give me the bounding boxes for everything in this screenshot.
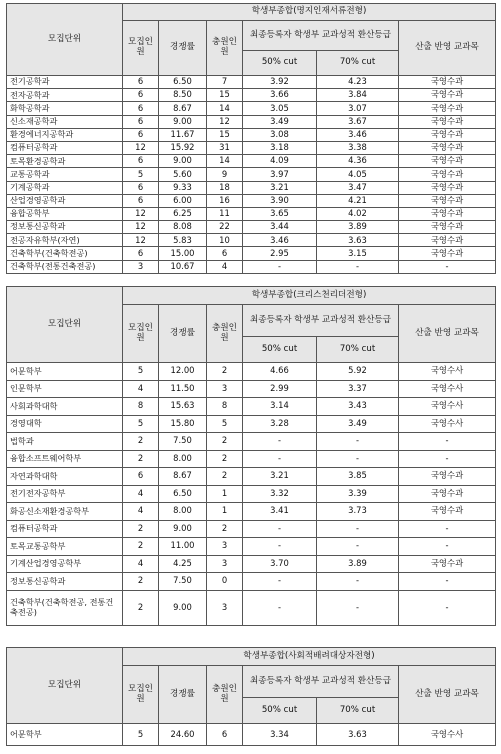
header-subjects: 산출 반영 교과목: [399, 21, 496, 76]
table-row: [7, 168, 496, 181]
header-competition: 경쟁률: [159, 21, 207, 76]
subjects-cell: -: [399, 520, 496, 538]
recruit-cell: 5: [123, 363, 159, 381]
section-christian-leader: [6, 286, 495, 626]
cut70-cell: 3.37: [317, 380, 399, 398]
unit-cell: 건축학부(건축학전공, 전통건축전공): [7, 590, 123, 625]
competition-cell: 9.00: [159, 115, 207, 128]
recruit-cell: 2: [123, 590, 159, 625]
subjects-cell: -: [399, 538, 496, 556]
extra-cell: 2: [207, 433, 243, 451]
recruit-cell: 6: [123, 102, 159, 115]
cut50-cell: 3.28: [243, 415, 317, 433]
header-competition: 경쟁률: [159, 305, 207, 363]
recruit-cell: 8: [123, 398, 159, 416]
unit-cell: 법학과: [7, 433, 123, 451]
extra-cell: 5: [207, 415, 243, 433]
header-extra: 충원인원: [207, 666, 243, 724]
extra-cell: 11: [207, 207, 243, 220]
extra-cell: 22: [207, 221, 243, 234]
extra-cell: 14: [207, 155, 243, 168]
unit-cell: 토목환경공학과: [7, 155, 123, 168]
competition-cell: 5.83: [159, 234, 207, 247]
extra-cell: 2: [207, 363, 243, 381]
extra-cell: 1: [207, 485, 243, 503]
subjects-cell: -: [399, 260, 496, 273]
competition-cell: 24.60: [159, 724, 207, 746]
cut70-cell: 3.38: [317, 141, 399, 154]
cut50-cell: 3.65: [243, 207, 317, 220]
cut70-cell: -: [317, 260, 399, 273]
section-title: 학생부종합(명지인재서류전형): [123, 4, 496, 21]
competition-cell: 10.67: [159, 260, 207, 273]
cut50-cell: -: [243, 433, 317, 451]
cut50-cell: 3.34: [243, 724, 317, 746]
extra-cell: 2: [207, 520, 243, 538]
unit-cell: 인문학부: [7, 380, 123, 398]
recruit-cell: 2: [123, 573, 159, 591]
unit-cell: 융합소프트웨어학부: [7, 450, 123, 468]
table-row: [7, 207, 496, 220]
recruit-cell: 12: [123, 207, 159, 220]
admission-table: [6, 286, 496, 626]
competition-cell: 8.67: [159, 468, 207, 486]
cut70-cell: 3.43: [317, 398, 399, 416]
unit-cell: 건축학부(건축학전공): [7, 247, 123, 260]
cut50-cell: -: [243, 450, 317, 468]
admission-table: [6, 3, 496, 274]
cut50-cell: 3.92: [243, 76, 317, 89]
extra-cell: 2: [207, 450, 243, 468]
recruit-cell: 6: [123, 468, 159, 486]
subjects-cell: 국영수과: [399, 207, 496, 220]
recruit-cell: 5: [123, 168, 159, 181]
unit-cell: 전기전자공학부: [7, 485, 123, 503]
subjects-cell: 국영수사: [399, 398, 496, 416]
subjects-cell: 국영수과: [399, 555, 496, 573]
header-unit: 모집단위: [7, 648, 123, 724]
recruit-cell: 4: [123, 380, 159, 398]
table-row: [7, 433, 496, 451]
unit-cell: 기계산업경영공학부: [7, 555, 123, 573]
subjects-cell: 국영수과: [399, 247, 496, 260]
subjects-cell: 국영수사: [399, 363, 496, 381]
table-row: [7, 520, 496, 538]
competition-cell: 7.50: [159, 433, 207, 451]
extra-cell: 18: [207, 181, 243, 194]
table-row: [7, 485, 496, 503]
cut50-cell: 3.44: [243, 221, 317, 234]
cut50-cell: 3.66: [243, 89, 317, 102]
extra-cell: 1: [207, 503, 243, 521]
competition-cell: 11.50: [159, 380, 207, 398]
table-row: [7, 76, 496, 89]
table-row: [7, 181, 496, 194]
section-title: 학생부종합(크리스천리더전형): [123, 287, 496, 305]
recruit-cell: 2: [123, 538, 159, 556]
cut70-cell: 3.67: [317, 115, 399, 128]
header-unit: 모집단위: [7, 287, 123, 363]
extra-cell: 16: [207, 194, 243, 207]
header-recruit: 모집인원: [123, 305, 159, 363]
competition-cell: 4.25: [159, 555, 207, 573]
unit-cell: 정보통신공학과: [7, 573, 123, 591]
cut70-cell: 4.02: [317, 207, 399, 220]
header-extra: 충원인원: [207, 21, 243, 76]
unit-cell: 융합공학부: [7, 207, 123, 220]
competition-cell: 5.60: [159, 168, 207, 181]
table-row: [7, 89, 496, 102]
subjects-cell: 국영수과: [399, 168, 496, 181]
cut70-cell: 3.49: [317, 415, 399, 433]
competition-cell: 8.08: [159, 221, 207, 234]
cut50-cell: -: [243, 573, 317, 591]
extra-cell: 8: [207, 398, 243, 416]
unit-cell: 사회과학대학: [7, 398, 123, 416]
section-title: 학생부종합(사회적배려대상자전형): [123, 648, 496, 666]
cut50-cell: -: [243, 538, 317, 556]
subjects-cell: 국영수과: [399, 503, 496, 521]
recruit-cell: 4: [123, 485, 159, 503]
recruit-cell: 6: [123, 89, 159, 102]
table-row: [7, 234, 496, 247]
recruit-cell: 12: [123, 221, 159, 234]
subjects-cell: 국영수사: [399, 415, 496, 433]
subjects-cell: 국영수사: [399, 724, 496, 746]
subjects-cell: 국영수과: [399, 128, 496, 141]
extra-cell: 3: [207, 555, 243, 573]
cut70-cell: -: [317, 520, 399, 538]
extra-cell: 6: [207, 724, 243, 746]
unit-cell: 신소재공학과: [7, 115, 123, 128]
competition-cell: 6.25: [159, 207, 207, 220]
header-subjects: 산출 반영 교과목: [399, 305, 496, 363]
extra-cell: 6: [207, 247, 243, 260]
section-myongji-talent: [6, 3, 495, 274]
cut70-cell: 3.39: [317, 485, 399, 503]
extra-cell: 4: [207, 260, 243, 273]
unit-cell: 기계공학과: [7, 181, 123, 194]
table-row: [7, 503, 496, 521]
cut70-cell: 3.89: [317, 555, 399, 573]
competition-cell: 11.67: [159, 128, 207, 141]
table-row: [7, 141, 496, 154]
cut50-cell: 3.32: [243, 485, 317, 503]
subjects-cell: -: [399, 433, 496, 451]
unit-cell: 전기공학과: [7, 76, 123, 89]
subjects-cell: 국영수과: [399, 89, 496, 102]
competition-cell: 15.80: [159, 415, 207, 433]
table-row: [7, 128, 496, 141]
cut50-cell: 3.21: [243, 181, 317, 194]
recruit-cell: 6: [123, 128, 159, 141]
extra-cell: 12: [207, 115, 243, 128]
unit-cell: 건축학부(전통건축전공): [7, 260, 123, 273]
cut50-cell: -: [243, 590, 317, 625]
table-row: [7, 538, 496, 556]
cut50-cell: 3.08: [243, 128, 317, 141]
table-row: [7, 260, 496, 273]
cut70-cell: 3.15: [317, 247, 399, 260]
subjects-cell: 국영수과: [399, 194, 496, 207]
unit-cell: 경영대학: [7, 415, 123, 433]
extra-cell: 10: [207, 234, 243, 247]
header-recruit: 모집인원: [123, 666, 159, 724]
extra-cell: 2: [207, 468, 243, 486]
cut70-cell: 3.89: [317, 221, 399, 234]
competition-cell: 8.67: [159, 102, 207, 115]
header-recruit: 모집인원: [123, 21, 159, 76]
recruit-cell: 6: [123, 181, 159, 194]
cut70-cell: 5.92: [317, 363, 399, 381]
header-cut50: 50% cut: [243, 51, 317, 76]
competition-cell: 12.00: [159, 363, 207, 381]
cut50-cell: 2.99: [243, 380, 317, 398]
unit-cell: 컴퓨터공학과: [7, 520, 123, 538]
competition-cell: 15.00: [159, 247, 207, 260]
subjects-cell: 국영수과: [399, 234, 496, 247]
subjects-cell: 국영수과: [399, 76, 496, 89]
unit-cell: 환경에너지공학과: [7, 128, 123, 141]
subjects-cell: -: [399, 450, 496, 468]
unit-cell: 토목교통공학부: [7, 538, 123, 556]
competition-cell: 9.00: [159, 520, 207, 538]
recruit-cell: 5: [123, 724, 159, 746]
competition-cell: 11.00: [159, 538, 207, 556]
extra-cell: 15: [207, 89, 243, 102]
cut70-cell: 4.36: [317, 155, 399, 168]
unit-cell: 컴퓨터공학과: [7, 141, 123, 154]
header-cut70: 70% cut: [317, 337, 399, 363]
cut50-cell: 3.14: [243, 398, 317, 416]
table-row: [7, 115, 496, 128]
recruit-cell: 4: [123, 503, 159, 521]
recruit-cell: 2: [123, 433, 159, 451]
cut50-cell: 3.97: [243, 168, 317, 181]
cut50-cell: 3.18: [243, 141, 317, 154]
cut50-cell: 3.49: [243, 115, 317, 128]
extra-cell: 7: [207, 76, 243, 89]
table-row: [7, 450, 496, 468]
unit-cell: 전공자유학부(자연): [7, 234, 123, 247]
extra-cell: 15: [207, 128, 243, 141]
unit-cell: 정보통신공학과: [7, 221, 123, 234]
recruit-cell: 2: [123, 520, 159, 538]
competition-cell: 7.50: [159, 573, 207, 591]
cut70-cell: -: [317, 450, 399, 468]
extra-cell: 9: [207, 168, 243, 181]
subjects-cell: 국영수과: [399, 102, 496, 115]
header-extra: 충원인원: [207, 305, 243, 363]
header-subjects: 산출 반영 교과목: [399, 666, 496, 724]
recruit-cell: 6: [123, 247, 159, 260]
cut70-cell: 3.46: [317, 128, 399, 141]
table-row: [7, 555, 496, 573]
recruit-cell: 5: [123, 415, 159, 433]
unit-cell: 자연과학대학: [7, 468, 123, 486]
section-social-consideration: [6, 647, 495, 746]
competition-cell: 6.00: [159, 194, 207, 207]
competition-cell: 9.00: [159, 155, 207, 168]
header-cut70: 70% cut: [317, 51, 399, 76]
header-competition: 경쟁률: [159, 666, 207, 724]
cut50-cell: 2.95: [243, 247, 317, 260]
recruit-cell: 6: [123, 115, 159, 128]
extra-cell: 3: [207, 590, 243, 625]
subjects-cell: -: [399, 573, 496, 591]
competition-cell: 9.00: [159, 590, 207, 625]
unit-cell: 교통공학과: [7, 168, 123, 181]
table-row: [7, 221, 496, 234]
cut70-cell: -: [317, 538, 399, 556]
table-row: [7, 468, 496, 486]
header-unit: 모집단위: [7, 4, 123, 76]
cut50-cell: -: [243, 520, 317, 538]
competition-cell: 15.63: [159, 398, 207, 416]
cut50-cell: 3.41: [243, 503, 317, 521]
cut70-cell: 3.73: [317, 503, 399, 521]
recruit-cell: 12: [123, 141, 159, 154]
cut70-cell: 3.63: [317, 234, 399, 247]
extra-cell: 0: [207, 573, 243, 591]
table-row: [7, 724, 496, 746]
table-row: [7, 398, 496, 416]
cut70-cell: 4.21: [317, 194, 399, 207]
table-row: [7, 247, 496, 260]
cut70-cell: 3.07: [317, 102, 399, 115]
header-grade: 최종등록자 학생부 교과성적 환산등급: [243, 666, 399, 698]
cut50-cell: 3.90: [243, 194, 317, 207]
competition-cell: 6.50: [159, 485, 207, 503]
competition-cell: 8.00: [159, 450, 207, 468]
subjects-cell: 국영수과: [399, 181, 496, 194]
competition-cell: 8.50: [159, 89, 207, 102]
table-row: [7, 102, 496, 115]
admission-table: [6, 647, 496, 746]
subjects-cell: 국영수과: [399, 115, 496, 128]
unit-cell: 산업경영공학과: [7, 194, 123, 207]
cut50-cell: -: [243, 260, 317, 273]
subjects-cell: 국영수과: [399, 155, 496, 168]
cut70-cell: -: [317, 573, 399, 591]
cut70-cell: 4.05: [317, 168, 399, 181]
recruit-cell: 3: [123, 260, 159, 273]
competition-cell: 9.33: [159, 181, 207, 194]
cut50-cell: 3.21: [243, 468, 317, 486]
header-cut70: 70% cut: [317, 698, 399, 724]
cut50-cell: 3.05: [243, 102, 317, 115]
cut70-cell: -: [317, 590, 399, 625]
table-row: [7, 415, 496, 433]
table-row: [7, 155, 496, 168]
unit-cell: 화학공학과: [7, 102, 123, 115]
cut70-cell: 3.85: [317, 468, 399, 486]
cut50-cell: 3.46: [243, 234, 317, 247]
recruit-cell: 6: [123, 155, 159, 168]
header-cut50: 50% cut: [243, 337, 317, 363]
header-grade: 최종등록자 학생부 교과성적 환산등급: [243, 21, 399, 51]
extra-cell: 14: [207, 102, 243, 115]
subjects-cell: 국영수과: [399, 221, 496, 234]
extra-cell: 3: [207, 380, 243, 398]
extra-cell: 31: [207, 141, 243, 154]
cut50-cell: 3.70: [243, 555, 317, 573]
recruit-cell: 4: [123, 555, 159, 573]
header-cut50: 50% cut: [243, 698, 317, 724]
cut70-cell: -: [317, 433, 399, 451]
header-grade: 최종등록자 학생부 교과성적 환산등급: [243, 305, 399, 337]
competition-cell: 8.00: [159, 503, 207, 521]
table-row: [7, 590, 496, 625]
subjects-cell: 국영수과: [399, 468, 496, 486]
unit-cell: 전자공학과: [7, 89, 123, 102]
recruit-cell: 6: [123, 194, 159, 207]
subjects-cell: 국영수과: [399, 485, 496, 503]
recruit-cell: 12: [123, 234, 159, 247]
subjects-cell: 국영수과: [399, 141, 496, 154]
subjects-cell: -: [399, 590, 496, 625]
cut70-cell: 3.47: [317, 181, 399, 194]
unit-cell: 화공신소재환경공학부: [7, 503, 123, 521]
unit-cell: 어문학부: [7, 363, 123, 381]
recruit-cell: 6: [123, 76, 159, 89]
cut50-cell: 4.66: [243, 363, 317, 381]
cut70-cell: 3.84: [317, 89, 399, 102]
table-row: [7, 380, 496, 398]
cut50-cell: 4.09: [243, 155, 317, 168]
unit-cell: 어문학부: [7, 724, 123, 746]
cut70-cell: 3.63: [317, 724, 399, 746]
table-row: [7, 194, 496, 207]
table-row: [7, 573, 496, 591]
competition-cell: 6.50: [159, 76, 207, 89]
subjects-cell: 국영수사: [399, 380, 496, 398]
cut70-cell: 4.23: [317, 76, 399, 89]
competition-cell: 15.92: [159, 141, 207, 154]
extra-cell: 3: [207, 538, 243, 556]
recruit-cell: 2: [123, 450, 159, 468]
table-row: [7, 363, 496, 381]
